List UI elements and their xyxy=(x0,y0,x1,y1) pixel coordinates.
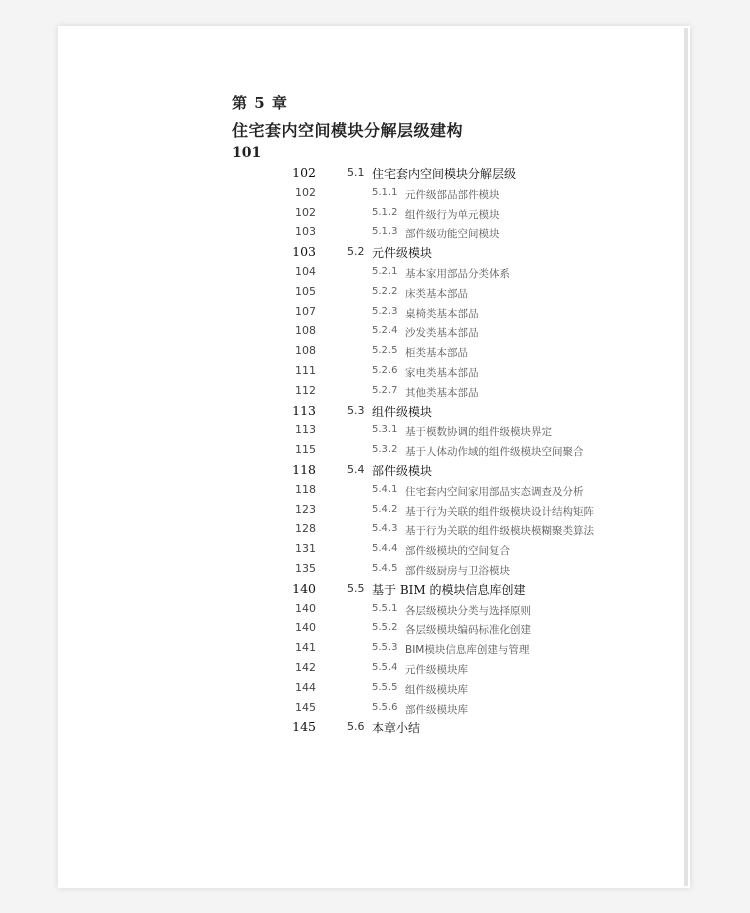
toc-entry-title: 各层级模块编码标准化创建 xyxy=(405,624,531,637)
toc-page-number: 135 xyxy=(295,561,316,575)
toc-entry-title: 部件级模块的空间复合 xyxy=(405,545,510,558)
toc-page-number: 108 xyxy=(295,324,316,338)
toc-page-number: 111 xyxy=(295,363,316,377)
toc-page-number: 140 xyxy=(292,580,316,596)
toc-entry-number: 5.1.1 xyxy=(372,186,398,198)
toc-entry-number: 5.1 xyxy=(347,166,365,179)
toc-entry-title: 部件级模块库 xyxy=(405,703,468,716)
chapter-title: 住宅套内空间模块分解层级建构 xyxy=(232,121,464,140)
toc-subsection-entry xyxy=(0,421,750,441)
toc-entry-title: 本章小结 xyxy=(372,721,421,736)
toc-page-number: 103 xyxy=(292,244,316,260)
toc-entry-title: 其他类基本部品 xyxy=(405,386,479,399)
toc-entry-number: 5.2.6 xyxy=(372,364,398,376)
toc-page-number: 103 xyxy=(295,225,316,239)
toc-subsection-entry xyxy=(0,699,750,719)
toc-entry-number: 5.6 xyxy=(347,720,365,734)
toc-page-number: 145 xyxy=(295,700,316,714)
toc-entry-number: 5.2.7 xyxy=(372,384,398,396)
toc-page-number: 142 xyxy=(295,660,316,674)
toc-entry-title: 住宅套内空间模块分解层级 xyxy=(372,167,517,181)
toc-page-number: 140 xyxy=(295,601,316,615)
toc-page-number: 107 xyxy=(295,304,316,318)
toc-page-number: 113 xyxy=(292,402,316,418)
toc-page-number: 144 xyxy=(295,680,316,694)
toc-entry-number: 5.2.4 xyxy=(372,325,398,337)
toc-entry-title: 床类基本部品 xyxy=(405,287,468,300)
chapter-label: 第 5 章 xyxy=(232,94,288,112)
toc-page-number: 131 xyxy=(295,542,316,556)
toc-entry-title: 基于行为关联的组件级模块设计结构矩阵 xyxy=(405,505,594,518)
toc-entry-number: 5.5.4 xyxy=(372,661,398,673)
toc-entry-title: 组件级行为单元模块 xyxy=(405,208,500,221)
toc-entry-number: 5.2.1 xyxy=(372,265,398,277)
toc-entry-title: 组件级模块库 xyxy=(405,683,468,696)
toc-entry-number: 5.5.5 xyxy=(372,681,398,693)
toc-section-entry xyxy=(0,580,750,600)
toc-entry-number: 5.2 xyxy=(347,245,365,259)
toc-entry-number: 5.2.2 xyxy=(372,285,398,297)
toc-subsection-entry xyxy=(0,659,750,679)
toc-page-number: 128 xyxy=(295,522,316,536)
toc-entry-number: 5.5.3 xyxy=(372,642,398,654)
toc-entry-number: 5.1.2 xyxy=(372,206,398,218)
toc-entry-title: 基本家用部品分类体系 xyxy=(405,267,510,280)
toc-page-number: 115 xyxy=(295,443,316,457)
toc-page-number: 102 xyxy=(295,205,316,219)
toc-subsection-entry xyxy=(0,481,750,501)
toc-subsection-entry xyxy=(0,342,750,362)
chapter-page-number: 101 xyxy=(232,145,262,161)
toc-entry-number: 5.5.1 xyxy=(372,602,398,614)
toc-page-number: 145 xyxy=(292,719,316,735)
toc-entry-number: 5.4.4 xyxy=(372,543,398,555)
toc-entry-number: 5.3.2 xyxy=(372,444,398,456)
toc-subsection-entry xyxy=(0,639,750,659)
toc-page-number: 102 xyxy=(295,185,316,199)
toc-entry-title: 部件级厨房与卫浴模块 xyxy=(405,564,510,577)
toc-entry-title: 基于模数协调的组件级模块界定 xyxy=(405,426,552,439)
toc-entry-title: 基于行为关联的组件级模块模糊聚类算法 xyxy=(405,525,594,538)
toc-entry-title: 柜类基本部品 xyxy=(405,347,468,360)
toc-entry-number: 5.5.2 xyxy=(372,622,398,634)
toc-entry-number: 5.2.3 xyxy=(372,305,398,317)
toc-entry-title: 基于人体动作域的组件级模块空间聚合 xyxy=(405,446,584,459)
toc-entry-number: 5.4 xyxy=(347,462,365,476)
toc-entry-title: 沙发类基本部品 xyxy=(405,327,479,340)
toc-entry-number: 5.2.5 xyxy=(372,345,398,357)
toc-subsection-entry xyxy=(0,600,750,620)
toc-entry-number: 5.1.3 xyxy=(372,226,398,238)
toc-section-entry xyxy=(0,402,750,422)
toc-page-number: 113 xyxy=(295,423,316,437)
toc-page-number: 123 xyxy=(295,502,316,516)
toc-entry-title: 部件级功能空间模块 xyxy=(405,228,500,241)
toc-page-number: 141 xyxy=(295,641,316,655)
toc-page-number: 112 xyxy=(295,383,316,397)
toc-entry-title: 家电类基本部品 xyxy=(405,366,479,379)
toc-section-entry xyxy=(0,243,750,263)
toc-entry-number: 5.3.1 xyxy=(372,424,398,436)
toc-entry-title: 元件级模块库 xyxy=(405,663,468,676)
toc-section-entry xyxy=(0,164,750,184)
toc-subsection-entry xyxy=(0,619,750,639)
toc-entry-title: 部件级模块 xyxy=(372,463,433,478)
toc-entry-number: 5.5 xyxy=(347,581,365,595)
toc-subsection-entry xyxy=(0,441,750,461)
toc-subsection-entry xyxy=(0,362,750,382)
toc-page-number: 140 xyxy=(295,621,316,635)
toc-subsection-entry xyxy=(0,322,750,342)
toc-page-number: 105 xyxy=(295,284,316,298)
table-of-contents xyxy=(0,164,750,738)
toc-entry-title: 组件级模块 xyxy=(372,404,433,419)
toc-subsection-entry xyxy=(0,540,750,560)
toc-entry-title: 元件级部品部件模块 xyxy=(405,188,500,201)
toc-subsection-entry xyxy=(0,184,750,204)
toc-entry-title: 桌椅类基本部品 xyxy=(405,307,479,320)
toc-entry-number: 5.4.2 xyxy=(372,503,398,515)
toc-page-number: 102 xyxy=(292,165,316,180)
toc-subsection-entry xyxy=(0,560,750,580)
toc-entry-number: 5.5.6 xyxy=(372,701,398,713)
toc-subsection-entry xyxy=(0,382,750,402)
toc-subsection-entry xyxy=(0,223,750,243)
toc-page-number: 108 xyxy=(295,344,316,358)
toc-entry-number: 5.4.3 xyxy=(372,523,398,535)
toc-entry-number: 5.3 xyxy=(347,403,365,417)
toc-entry-title: 住宅套内空间家用部品实态调查及分析 xyxy=(405,485,584,498)
toc-subsection-entry xyxy=(0,204,750,224)
toc-entry-number: 5.4.5 xyxy=(372,562,398,574)
toc-section-entry xyxy=(0,461,750,481)
toc-section-entry xyxy=(0,718,750,738)
toc-entry-title: 各层级模块分类与选择原则 xyxy=(405,604,531,617)
toc-entry-title: 基于 BIM 的模块信息库创建 xyxy=(372,582,526,597)
toc-entry-title: BIM模块信息库创建与管理 xyxy=(405,644,530,657)
toc-page-number: 104 xyxy=(295,264,316,278)
toc-subsection-entry xyxy=(0,303,750,323)
toc-subsection-entry xyxy=(0,520,750,540)
toc-entry-title: 元件级模块 xyxy=(372,246,433,261)
toc-page-number: 118 xyxy=(295,482,316,496)
toc-entry-number: 5.4.1 xyxy=(372,483,398,495)
toc-subsection-entry xyxy=(0,679,750,699)
toc-subsection-entry xyxy=(0,263,750,283)
toc-subsection-entry xyxy=(0,283,750,303)
toc-page-number: 118 xyxy=(292,461,316,477)
toc-subsection-entry xyxy=(0,501,750,521)
